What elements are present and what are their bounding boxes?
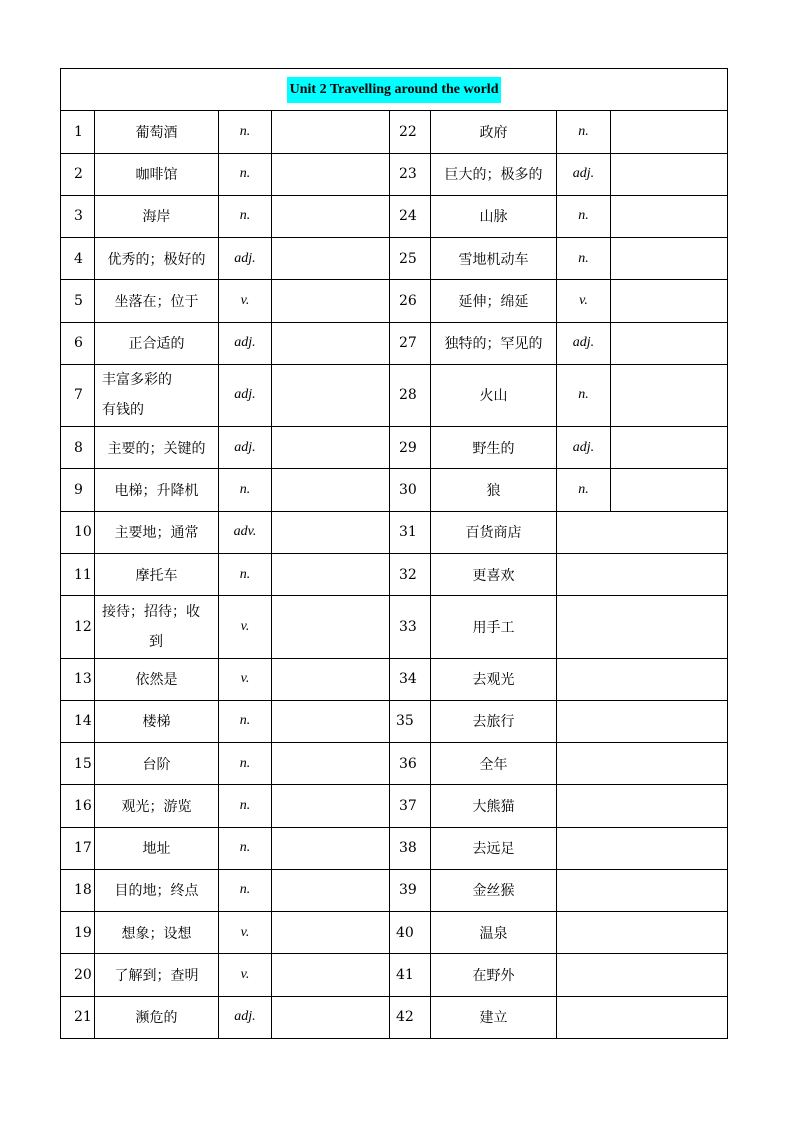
chinese-meaning: 主要的；关键的 bbox=[95, 427, 219, 469]
answer-blank[interactable] bbox=[272, 912, 390, 954]
answer-blank[interactable] bbox=[557, 511, 728, 553]
part-of-speech: adj. bbox=[219, 427, 272, 469]
item-number: 31 bbox=[390, 511, 431, 553]
part-of-speech: n. bbox=[219, 869, 272, 911]
chinese-meaning: 想象；设想 bbox=[95, 912, 219, 954]
item-number: 6 bbox=[61, 322, 95, 364]
part-of-speech: n. bbox=[219, 469, 272, 511]
table-row bbox=[61, 954, 728, 996]
item-number: 25 bbox=[390, 238, 431, 280]
item-number: 32 bbox=[390, 553, 431, 595]
item-number: 28 bbox=[390, 364, 431, 426]
part-of-speech: n. bbox=[557, 238, 611, 280]
answer-blank[interactable] bbox=[611, 153, 728, 195]
answer-blank[interactable] bbox=[557, 912, 728, 954]
part-of-speech: adj. bbox=[557, 153, 611, 195]
item-number: 27 bbox=[390, 322, 431, 364]
item-number: 42 bbox=[390, 996, 431, 1039]
chinese-meaning: 主要地；通常 bbox=[95, 511, 219, 553]
answer-blank[interactable] bbox=[557, 658, 728, 700]
part-of-speech: v. bbox=[219, 658, 272, 700]
answer-blank[interactable] bbox=[557, 827, 728, 869]
item-number: 2 bbox=[61, 153, 95, 195]
item-number: 13 bbox=[61, 658, 95, 700]
part-of-speech: n. bbox=[557, 364, 611, 426]
chinese-meaning: 大熊猫 bbox=[431, 785, 557, 827]
chinese-meaning: 雪地机动车 bbox=[431, 238, 557, 280]
item-number: 22 bbox=[390, 111, 431, 153]
table-row bbox=[61, 153, 728, 195]
chinese-meaning: 去观光 bbox=[431, 658, 557, 700]
answer-blank[interactable] bbox=[272, 469, 390, 511]
answer-blank[interactable] bbox=[272, 785, 390, 827]
item-number: 15 bbox=[61, 743, 95, 785]
answer-blank[interactable] bbox=[272, 322, 390, 364]
answer-blank[interactable] bbox=[272, 364, 390, 426]
answer-blank[interactable] bbox=[557, 743, 728, 785]
answer-blank[interactable] bbox=[272, 511, 390, 553]
answer-blank[interactable] bbox=[611, 195, 728, 237]
answer-blank[interactable] bbox=[557, 996, 728, 1039]
chinese-meaning: 用手工 bbox=[431, 596, 557, 658]
answer-blank[interactable] bbox=[611, 111, 728, 153]
chinese-meaning: 百货商店 bbox=[431, 511, 557, 553]
item-number: 35 bbox=[390, 700, 431, 742]
answer-blank[interactable] bbox=[557, 700, 728, 742]
table-row bbox=[61, 427, 728, 469]
answer-blank[interactable] bbox=[611, 469, 728, 511]
item-number: 12 bbox=[61, 596, 95, 658]
chinese-meaning: 依然是 bbox=[95, 658, 219, 700]
chinese-meaning: 台阶 bbox=[95, 743, 219, 785]
part-of-speech: n. bbox=[557, 111, 611, 153]
part-of-speech: adj. bbox=[219, 322, 272, 364]
chinese-meaning: 了解到；查明 bbox=[95, 954, 219, 996]
chinese-meaning: 建立 bbox=[431, 996, 557, 1039]
part-of-speech: adj. bbox=[219, 364, 272, 426]
item-number: 39 bbox=[390, 869, 431, 911]
item-number: 9 bbox=[61, 469, 95, 511]
item-number: 16 bbox=[61, 785, 95, 827]
table-row bbox=[61, 996, 728, 1039]
answer-blank[interactable] bbox=[272, 427, 390, 469]
meaning-line: 丰富多彩的 bbox=[102, 372, 172, 389]
item-number: 37 bbox=[390, 785, 431, 827]
chinese-meaning: 去旅行 bbox=[431, 700, 557, 742]
part-of-speech: n. bbox=[219, 700, 272, 742]
chinese-meaning bbox=[95, 596, 219, 658]
part-of-speech: adj. bbox=[219, 238, 272, 280]
chinese-meaning: 海岸 bbox=[95, 195, 219, 237]
table-row bbox=[61, 111, 728, 153]
item-number: 11 bbox=[61, 553, 95, 595]
chinese-meaning: 全年 bbox=[431, 743, 557, 785]
answer-blank[interactable] bbox=[272, 195, 390, 237]
answer-blank[interactable] bbox=[272, 954, 390, 996]
answer-blank[interactable] bbox=[557, 785, 728, 827]
item-number: 19 bbox=[61, 912, 95, 954]
part-of-speech: v. bbox=[219, 596, 272, 658]
table-row bbox=[61, 364, 728, 426]
title-row bbox=[61, 69, 728, 111]
meaning-line: 有钱的 bbox=[102, 402, 144, 419]
answer-blank[interactable] bbox=[611, 364, 728, 426]
title-cell bbox=[61, 69, 728, 111]
answer-blank[interactable] bbox=[272, 238, 390, 280]
answer-blank[interactable] bbox=[272, 827, 390, 869]
chinese-meaning: 在野外 bbox=[431, 954, 557, 996]
item-number: 10 bbox=[61, 511, 95, 553]
item-number: 30 bbox=[390, 469, 431, 511]
answer-blank[interactable] bbox=[557, 954, 728, 996]
item-number: 4 bbox=[61, 238, 95, 280]
table-row bbox=[61, 469, 728, 511]
item-number: 8 bbox=[61, 427, 95, 469]
part-of-speech: v. bbox=[219, 280, 272, 322]
chinese-meaning: 电梯；升降机 bbox=[95, 469, 219, 511]
meaning-line: 到 bbox=[149, 633, 163, 650]
table-row bbox=[61, 322, 728, 364]
part-of-speech: adj. bbox=[557, 427, 611, 469]
table-row bbox=[61, 912, 728, 954]
answer-blank[interactable] bbox=[272, 869, 390, 911]
part-of-speech: n. bbox=[219, 195, 272, 237]
item-number: 17 bbox=[61, 827, 95, 869]
chinese-meaning: 优秀的；极好的 bbox=[95, 238, 219, 280]
answer-blank[interactable] bbox=[272, 996, 390, 1039]
answer-blank[interactable] bbox=[557, 869, 728, 911]
table-row bbox=[61, 743, 728, 785]
item-number: 14 bbox=[61, 700, 95, 742]
item-number: 26 bbox=[390, 280, 431, 322]
chinese-meaning: 咖啡馆 bbox=[95, 153, 219, 195]
chinese-meaning: 观光；游览 bbox=[95, 785, 219, 827]
item-number: 38 bbox=[390, 827, 431, 869]
item-number: 29 bbox=[390, 427, 431, 469]
answer-blank[interactable] bbox=[272, 111, 390, 153]
unit-title: Unit 2 Travelling around the world bbox=[287, 77, 502, 103]
part-of-speech: n. bbox=[219, 743, 272, 785]
chinese-meaning: 楼梯 bbox=[95, 700, 219, 742]
table-row bbox=[61, 238, 728, 280]
chinese-meaning: 更喜欢 bbox=[431, 553, 557, 595]
chinese-meaning: 地址 bbox=[95, 827, 219, 869]
part-of-speech: n. bbox=[219, 153, 272, 195]
item-number: 34 bbox=[390, 658, 431, 700]
answer-blank[interactable] bbox=[272, 658, 390, 700]
part-of-speech: n. bbox=[219, 553, 272, 595]
chinese-meaning: 金丝猴 bbox=[431, 869, 557, 911]
item-number: 3 bbox=[61, 195, 95, 237]
item-number: 7 bbox=[61, 364, 95, 426]
part-of-speech: n. bbox=[219, 111, 272, 153]
chinese-meaning: 野生的 bbox=[431, 427, 557, 469]
answer-blank[interactable] bbox=[611, 427, 728, 469]
chinese-meaning: 葡萄酒 bbox=[95, 111, 219, 153]
chinese-meaning bbox=[95, 364, 219, 426]
table-row bbox=[61, 700, 728, 742]
chinese-meaning: 摩托车 bbox=[95, 553, 219, 595]
chinese-meaning: 火山 bbox=[431, 364, 557, 426]
answer-blank[interactable] bbox=[611, 322, 728, 364]
table-row bbox=[61, 511, 728, 553]
part-of-speech: v. bbox=[219, 954, 272, 996]
chinese-meaning: 独特的；罕见的 bbox=[431, 322, 557, 364]
chinese-meaning: 延伸；绵延 bbox=[431, 280, 557, 322]
answer-blank[interactable] bbox=[272, 743, 390, 785]
answer-blank[interactable] bbox=[272, 700, 390, 742]
answer-blank[interactable] bbox=[272, 553, 390, 595]
chinese-meaning: 去远足 bbox=[431, 827, 557, 869]
answer-blank[interactable] bbox=[611, 238, 728, 280]
meaning-line: 接待；招待；收 bbox=[102, 603, 200, 620]
chinese-meaning: 政府 bbox=[431, 111, 557, 153]
chinese-meaning: 正合适的 bbox=[95, 322, 219, 364]
chinese-meaning: 温泉 bbox=[431, 912, 557, 954]
table-row bbox=[61, 869, 728, 911]
chinese-meaning: 濒危的 bbox=[95, 996, 219, 1039]
part-of-speech: n. bbox=[219, 785, 272, 827]
vocabulary-table bbox=[60, 68, 728, 1039]
table-row bbox=[61, 596, 728, 658]
item-number: 21 bbox=[61, 996, 95, 1039]
part-of-speech: v. bbox=[557, 280, 611, 322]
answer-blank[interactable] bbox=[272, 596, 390, 658]
answer-blank[interactable] bbox=[557, 596, 728, 658]
answer-blank[interactable] bbox=[272, 153, 390, 195]
item-number: 33 bbox=[390, 596, 431, 658]
table-row bbox=[61, 658, 728, 700]
part-of-speech: adv. bbox=[219, 511, 272, 553]
chinese-meaning: 坐落在；位于 bbox=[95, 280, 219, 322]
part-of-speech: n. bbox=[219, 827, 272, 869]
part-of-speech: adj. bbox=[219, 996, 272, 1039]
table-row bbox=[61, 785, 728, 827]
part-of-speech: n. bbox=[557, 469, 611, 511]
table-row bbox=[61, 827, 728, 869]
chinese-meaning: 狼 bbox=[431, 469, 557, 511]
item-number: 40 bbox=[390, 912, 431, 954]
table-row bbox=[61, 195, 728, 237]
item-number: 36 bbox=[390, 743, 431, 785]
item-number: 18 bbox=[61, 869, 95, 911]
answer-blank[interactable] bbox=[611, 280, 728, 322]
chinese-meaning: 巨大的；极多的 bbox=[431, 153, 557, 195]
answer-blank[interactable] bbox=[272, 280, 390, 322]
part-of-speech: v. bbox=[219, 912, 272, 954]
chinese-meaning: 目的地；终点 bbox=[95, 869, 219, 911]
item-number: 20 bbox=[61, 954, 95, 996]
item-number: 1 bbox=[61, 111, 95, 153]
item-number: 41 bbox=[390, 954, 431, 996]
chinese-meaning: 山脉 bbox=[431, 195, 557, 237]
table-row bbox=[61, 280, 728, 322]
item-number: 5 bbox=[61, 280, 95, 322]
item-number: 24 bbox=[390, 195, 431, 237]
part-of-speech: n. bbox=[557, 195, 611, 237]
table-row bbox=[61, 553, 728, 595]
part-of-speech: adj. bbox=[557, 322, 611, 364]
answer-blank[interactable] bbox=[557, 553, 728, 595]
item-number: 23 bbox=[390, 153, 431, 195]
